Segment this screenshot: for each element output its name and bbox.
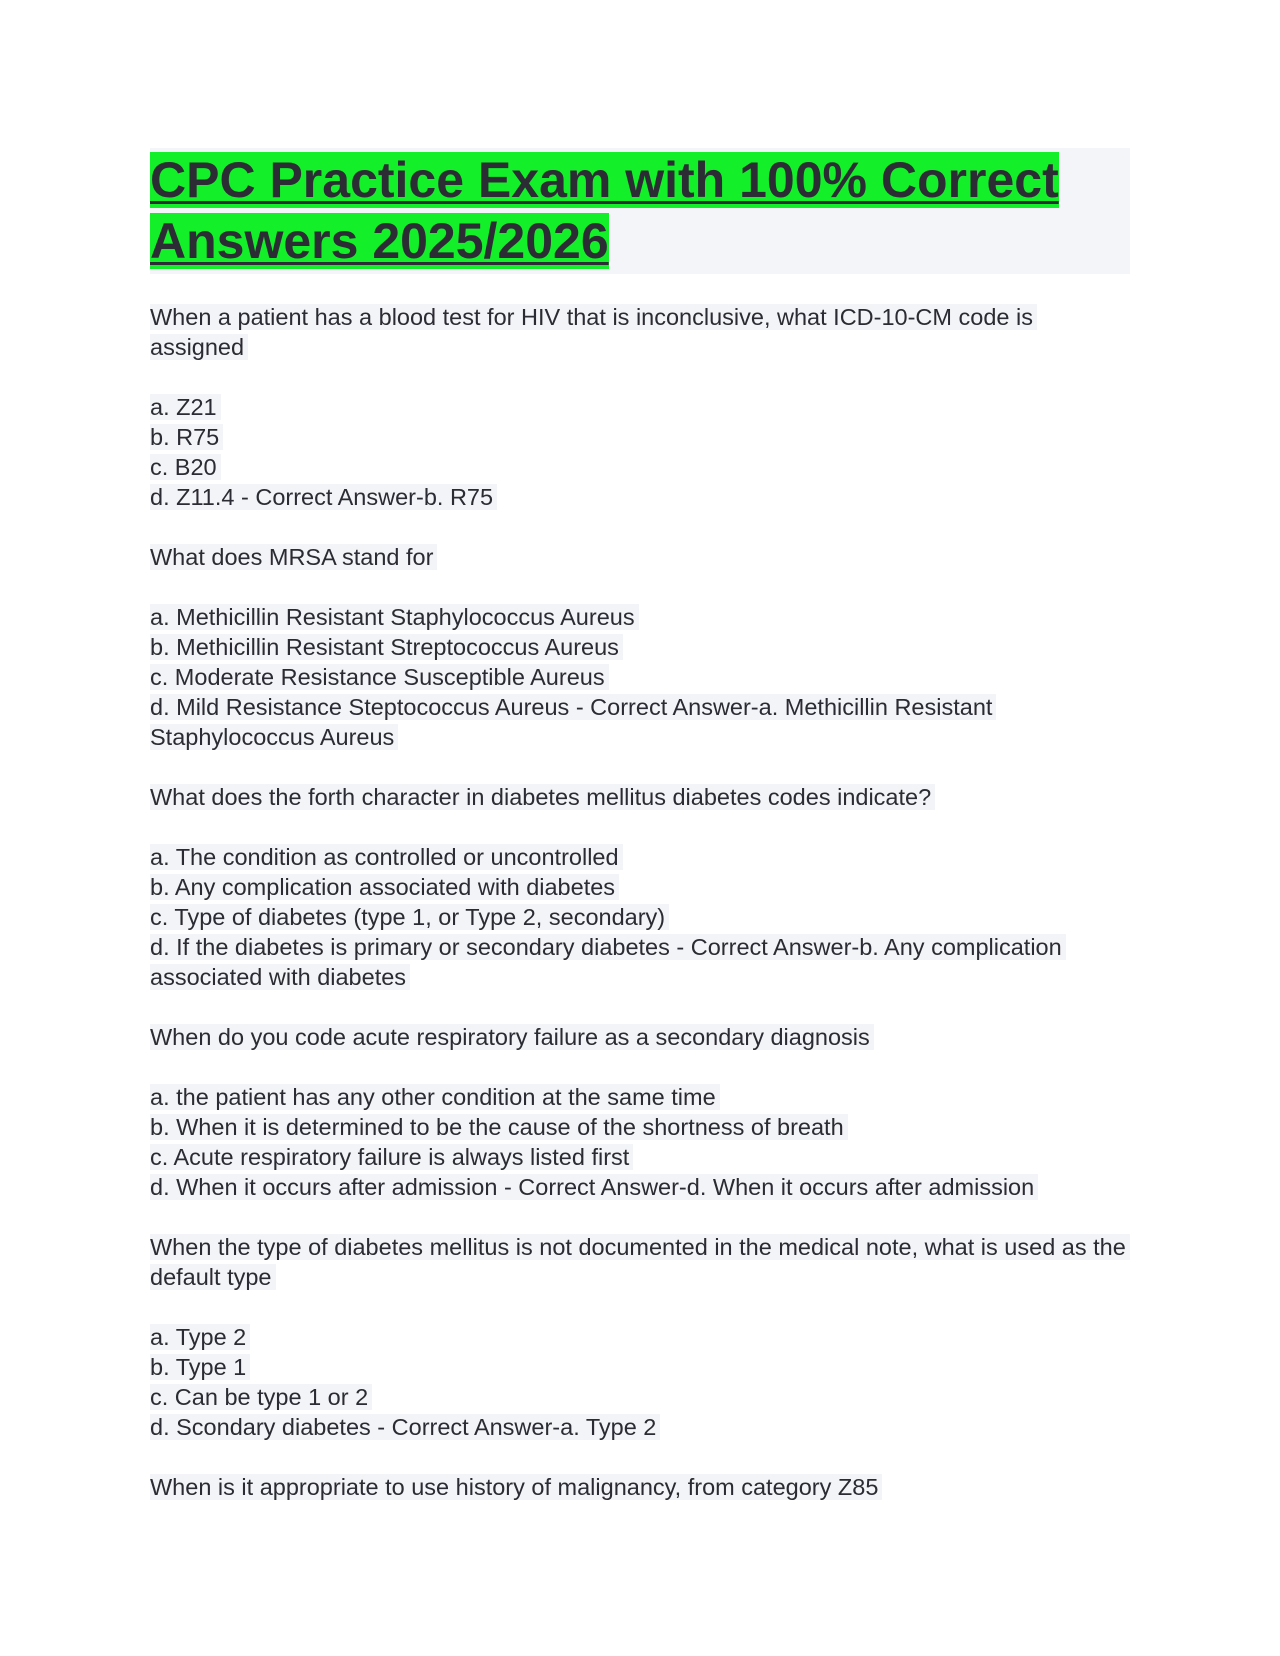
question-text bbox=[150, 302, 1130, 362]
question-text-content: When do you code acute respiratory failure as a secondary diagnosis bbox=[150, 1024, 874, 1050]
answer-option-text: d. Z11.4 - Correct Answer-b. R75 bbox=[150, 484, 497, 510]
title-block bbox=[150, 148, 1130, 274]
answer-option-text: d. Scondary diabetes - Correct Answer-a. Type 2 bbox=[150, 1414, 660, 1440]
answer-option bbox=[150, 1382, 1130, 1412]
answer-option bbox=[150, 632, 1130, 662]
answer-option bbox=[150, 932, 1130, 992]
question-text-content: When a patient has a blood test for HIV that is inconclusive, what ICD-10-CM code is assigned bbox=[150, 304, 1037, 360]
answer-option-text: b. Any complication associated with diabetes bbox=[150, 874, 619, 900]
answer-option-text: c. Moderate Resistance Susceptible Aureus bbox=[150, 664, 609, 690]
question-text bbox=[150, 1232, 1130, 1292]
document-title bbox=[150, 150, 1130, 272]
answer-option bbox=[150, 1352, 1130, 1382]
answer-option bbox=[150, 662, 1130, 692]
question-text bbox=[150, 782, 1130, 812]
question-text-content: When is it appropriate to use history of malignancy, from category Z85 bbox=[150, 1474, 882, 1500]
answer-option bbox=[150, 452, 1130, 482]
answer-option bbox=[150, 1112, 1130, 1142]
answer-option bbox=[150, 1142, 1130, 1172]
answer-option bbox=[150, 842, 1130, 872]
question-block bbox=[150, 1022, 1130, 1202]
question-text bbox=[150, 542, 1130, 572]
answer-option-text: a. Type 2 bbox=[150, 1324, 250, 1350]
answer-option-text: d. When it occurs after admission - Correct Answer-d. When it occurs after admission bbox=[150, 1174, 1038, 1200]
answer-option-text: c. Type of diabetes (type 1, or Type 2, secondary) bbox=[150, 904, 669, 930]
question-text bbox=[150, 1472, 1130, 1502]
answer-option bbox=[150, 602, 1130, 632]
question-block bbox=[150, 782, 1130, 992]
answer-option bbox=[150, 902, 1130, 932]
answer-option bbox=[150, 1172, 1130, 1202]
answer-option bbox=[150, 392, 1130, 422]
answer-option-text: a. Methicillin Resistant Staphylococcus Aureus bbox=[150, 604, 639, 630]
highlighted-title-text: CPC Practice Exam with 100% Correct Answers 2025/2026 bbox=[150, 152, 1059, 269]
answer-option-text: b. Type 1 bbox=[150, 1354, 250, 1380]
question-text-content: When the type of diabetes mellitus is not documented in the medical note, what is used as the default type bbox=[150, 1234, 1130, 1290]
question-block bbox=[150, 1232, 1130, 1442]
answer-option-text: b. R75 bbox=[150, 424, 223, 450]
question-block bbox=[150, 542, 1130, 752]
answer-option bbox=[150, 1322, 1130, 1352]
answer-option-text: a. The condition as controlled or uncontrolled bbox=[150, 844, 623, 870]
document-page bbox=[150, 148, 1130, 1532]
answer-option-text: d. Mild Resistance Steptococcus Aureus - Correct Answer-a. Methicillin Resistant Staphylococcus Aureus bbox=[150, 694, 996, 750]
answer-option-text: c. Can be type 1 or 2 bbox=[150, 1384, 372, 1410]
answer-option bbox=[150, 1412, 1130, 1442]
answer-option bbox=[150, 1082, 1130, 1112]
question-text bbox=[150, 1022, 1130, 1052]
answer-option bbox=[150, 422, 1130, 452]
answer-option bbox=[150, 872, 1130, 902]
answer-option bbox=[150, 692, 1130, 752]
answer-option bbox=[150, 482, 1130, 512]
answer-option-text: d. If the diabetes is primary or secondary diabetes - Correct Answer-b. Any complication associated with diabetes bbox=[150, 934, 1066, 990]
question-text-content: What does MRSA stand for bbox=[150, 544, 437, 570]
answer-option-text: c. B20 bbox=[150, 454, 221, 480]
question-text-content: What does the forth character in diabetes mellitus diabetes codes indicate? bbox=[150, 784, 935, 810]
question-block bbox=[150, 302, 1130, 512]
answer-option-text: b. Methicillin Resistant Streptococcus Aureus bbox=[150, 634, 623, 660]
question-list bbox=[150, 302, 1130, 1502]
question-block bbox=[150, 1472, 1130, 1502]
answer-option-text: b. When it is determined to be the cause of the shortness of breath bbox=[150, 1114, 848, 1140]
answer-option-text: c. Acute respiratory failure is always listed first bbox=[150, 1144, 633, 1170]
answer-option-text: a. Z21 bbox=[150, 394, 221, 420]
answer-option-text: a. the patient has any other condition at the same time bbox=[150, 1084, 720, 1110]
